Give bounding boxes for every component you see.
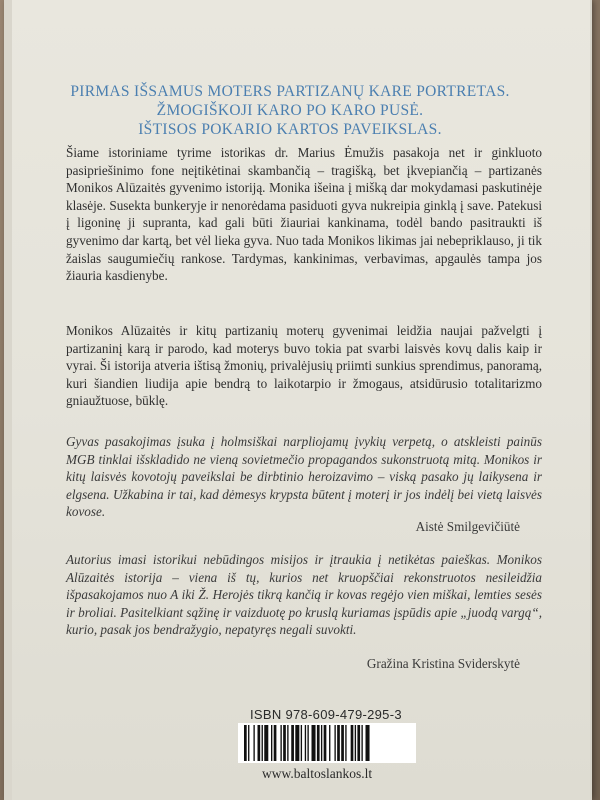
review-quote-1: Gyvas pasakojimas įsuka į holmsiškai narpliojamų įvykių verpetą, o atskleisti painūs MGB tinklai išskladido ne vieną sovietmečio propagandos sukonstruotą mitą. Monikos ir kitų laisvės kovotojų paveikslai be dirbtinio heroizavimo – viską pasako jų laikysena ir elgsena. Užkabina ir tai, kad dėmesys krypsta būtent į moterį ir jos indėlį bei vietą laisvės kovose.	[66, 434, 542, 520]
barcode-bar	[312, 725, 316, 761]
barcode-bar	[253, 725, 254, 761]
barcode-bar	[334, 725, 335, 761]
barcode-bar	[341, 725, 344, 761]
barcode-bar	[283, 725, 286, 761]
barcode-bar	[351, 725, 354, 761]
barcode-bar	[264, 725, 268, 761]
barcode-bar	[321, 725, 322, 761]
barcode-bar	[258, 725, 261, 761]
barcode-bar	[329, 725, 330, 761]
barcode-bar	[305, 725, 306, 761]
barcode	[238, 723, 416, 763]
barcode-bar	[262, 725, 263, 761]
review-author-2: Gražina Kristina Sviderskytė	[366, 656, 520, 671]
barcode-bar	[301, 725, 302, 761]
barcode-bar	[274, 725, 277, 761]
barcode-bar	[366, 725, 370, 761]
publisher-website: www.baltoslankos.lt	[262, 766, 373, 781]
barcode-bar	[271, 725, 272, 761]
barcode-bar	[287, 725, 288, 761]
barcode-bar	[248, 725, 249, 761]
review-quote-2: Autorius imasi istorikui nebūdingos misijos ir įtraukia į netikėtas paieškas. Monikos Alūzaitės istorija – viena iš tų, kurios net kruopščiai rekonstruotos nesileidžia išpasakojamos nuo A iki Ž. Herojės tikrą kančią ir kovas regėjo vien miškai, lemties sesės ir broliai. Pasitelkiant sąžinę ir vaizduotę po kruslą kuriamas įspūdis apie „juodą vargą“, kurio, pasak jos bendražygio, nepatyręs negali suvokti.	[66, 552, 542, 638]
barcode-bar	[355, 725, 356, 761]
barcode-bar	[307, 725, 308, 761]
barcode-bar	[280, 725, 281, 761]
description-paragraph-2: Monikos Alūzaitės ir kitų partizanių moterų gyvenimai leidžia naujai pažvelgti į partizaninį karą ir parodo, kad moterys buvo tokia pat svarbi laisvės kovų dalis kaip ir vyrai. Ši istorija atveria ištisą žmonių, privalėjusių priimti sunkius sprendimus, panoramą, kuri šiandien liudija apie bendrą to laikotarpio ir žmogaus, atsidūrusio totalitarizmo gniaužtuose, būklę.	[66, 323, 542, 409]
heading-line-1: PIRMAS IŠSAMUS MOTERS PARTIZANŲ KARE PORTRETAS.	[70, 83, 510, 100]
review-author-1: Aistė Smilgevičiūtė	[415, 519, 520, 534]
barcode-bar	[345, 725, 346, 761]
barcode-bar	[291, 725, 294, 761]
barcode-bar	[295, 725, 299, 761]
heading-line-2: ŽMOGIŠKOJI KARO PO KARO PUSĖ.	[156, 102, 424, 119]
cover-heading	[30, 82, 550, 139]
barcode-bar	[317, 725, 320, 761]
barcode-image	[244, 725, 410, 761]
barcode-bar	[361, 725, 362, 761]
barcode-bar	[337, 725, 340, 761]
barcode-bar	[357, 725, 360, 761]
description-paragraph-1: Šiame istoriniame tyrime istorikas dr. Marius Ėmužis pasakoja net ir ginkluoto pasipriešinimo fone neįtikėtinai skambančią – tragišką, bet įkvepiančią – partizanės Monikos Alūzaitės gyvenimo istoriją. Monika išeina į mišką dar mokydamasi paskutinėje klasėje. Susekta bunkeryje ir nenorėdama pasiduoti gyva nukreipia ginklą į save. Patekusi į ligoninę ji supranta, kad gali būti žiauriai kankinama, todėl bando pasitraukti iš gyvenimo dar kartą, bet vėl lieka gyva. Nuo tada Monikos likimas jai nebepriklauso, ji tik žaislas saugumiečių rankose. Tardymas, kankinimas, verbavimas, apgaulės tampa jos žiauria kasdienybe.	[66, 145, 542, 284]
isbn-number: ISBN 978-609-479-295-3	[250, 707, 402, 722]
barcode-bar	[324, 725, 327, 761]
barcode-bar	[244, 725, 247, 761]
heading-line-3: IŠTISOS POKARIO KARTOS PAVEIKSLAS.	[138, 121, 442, 138]
